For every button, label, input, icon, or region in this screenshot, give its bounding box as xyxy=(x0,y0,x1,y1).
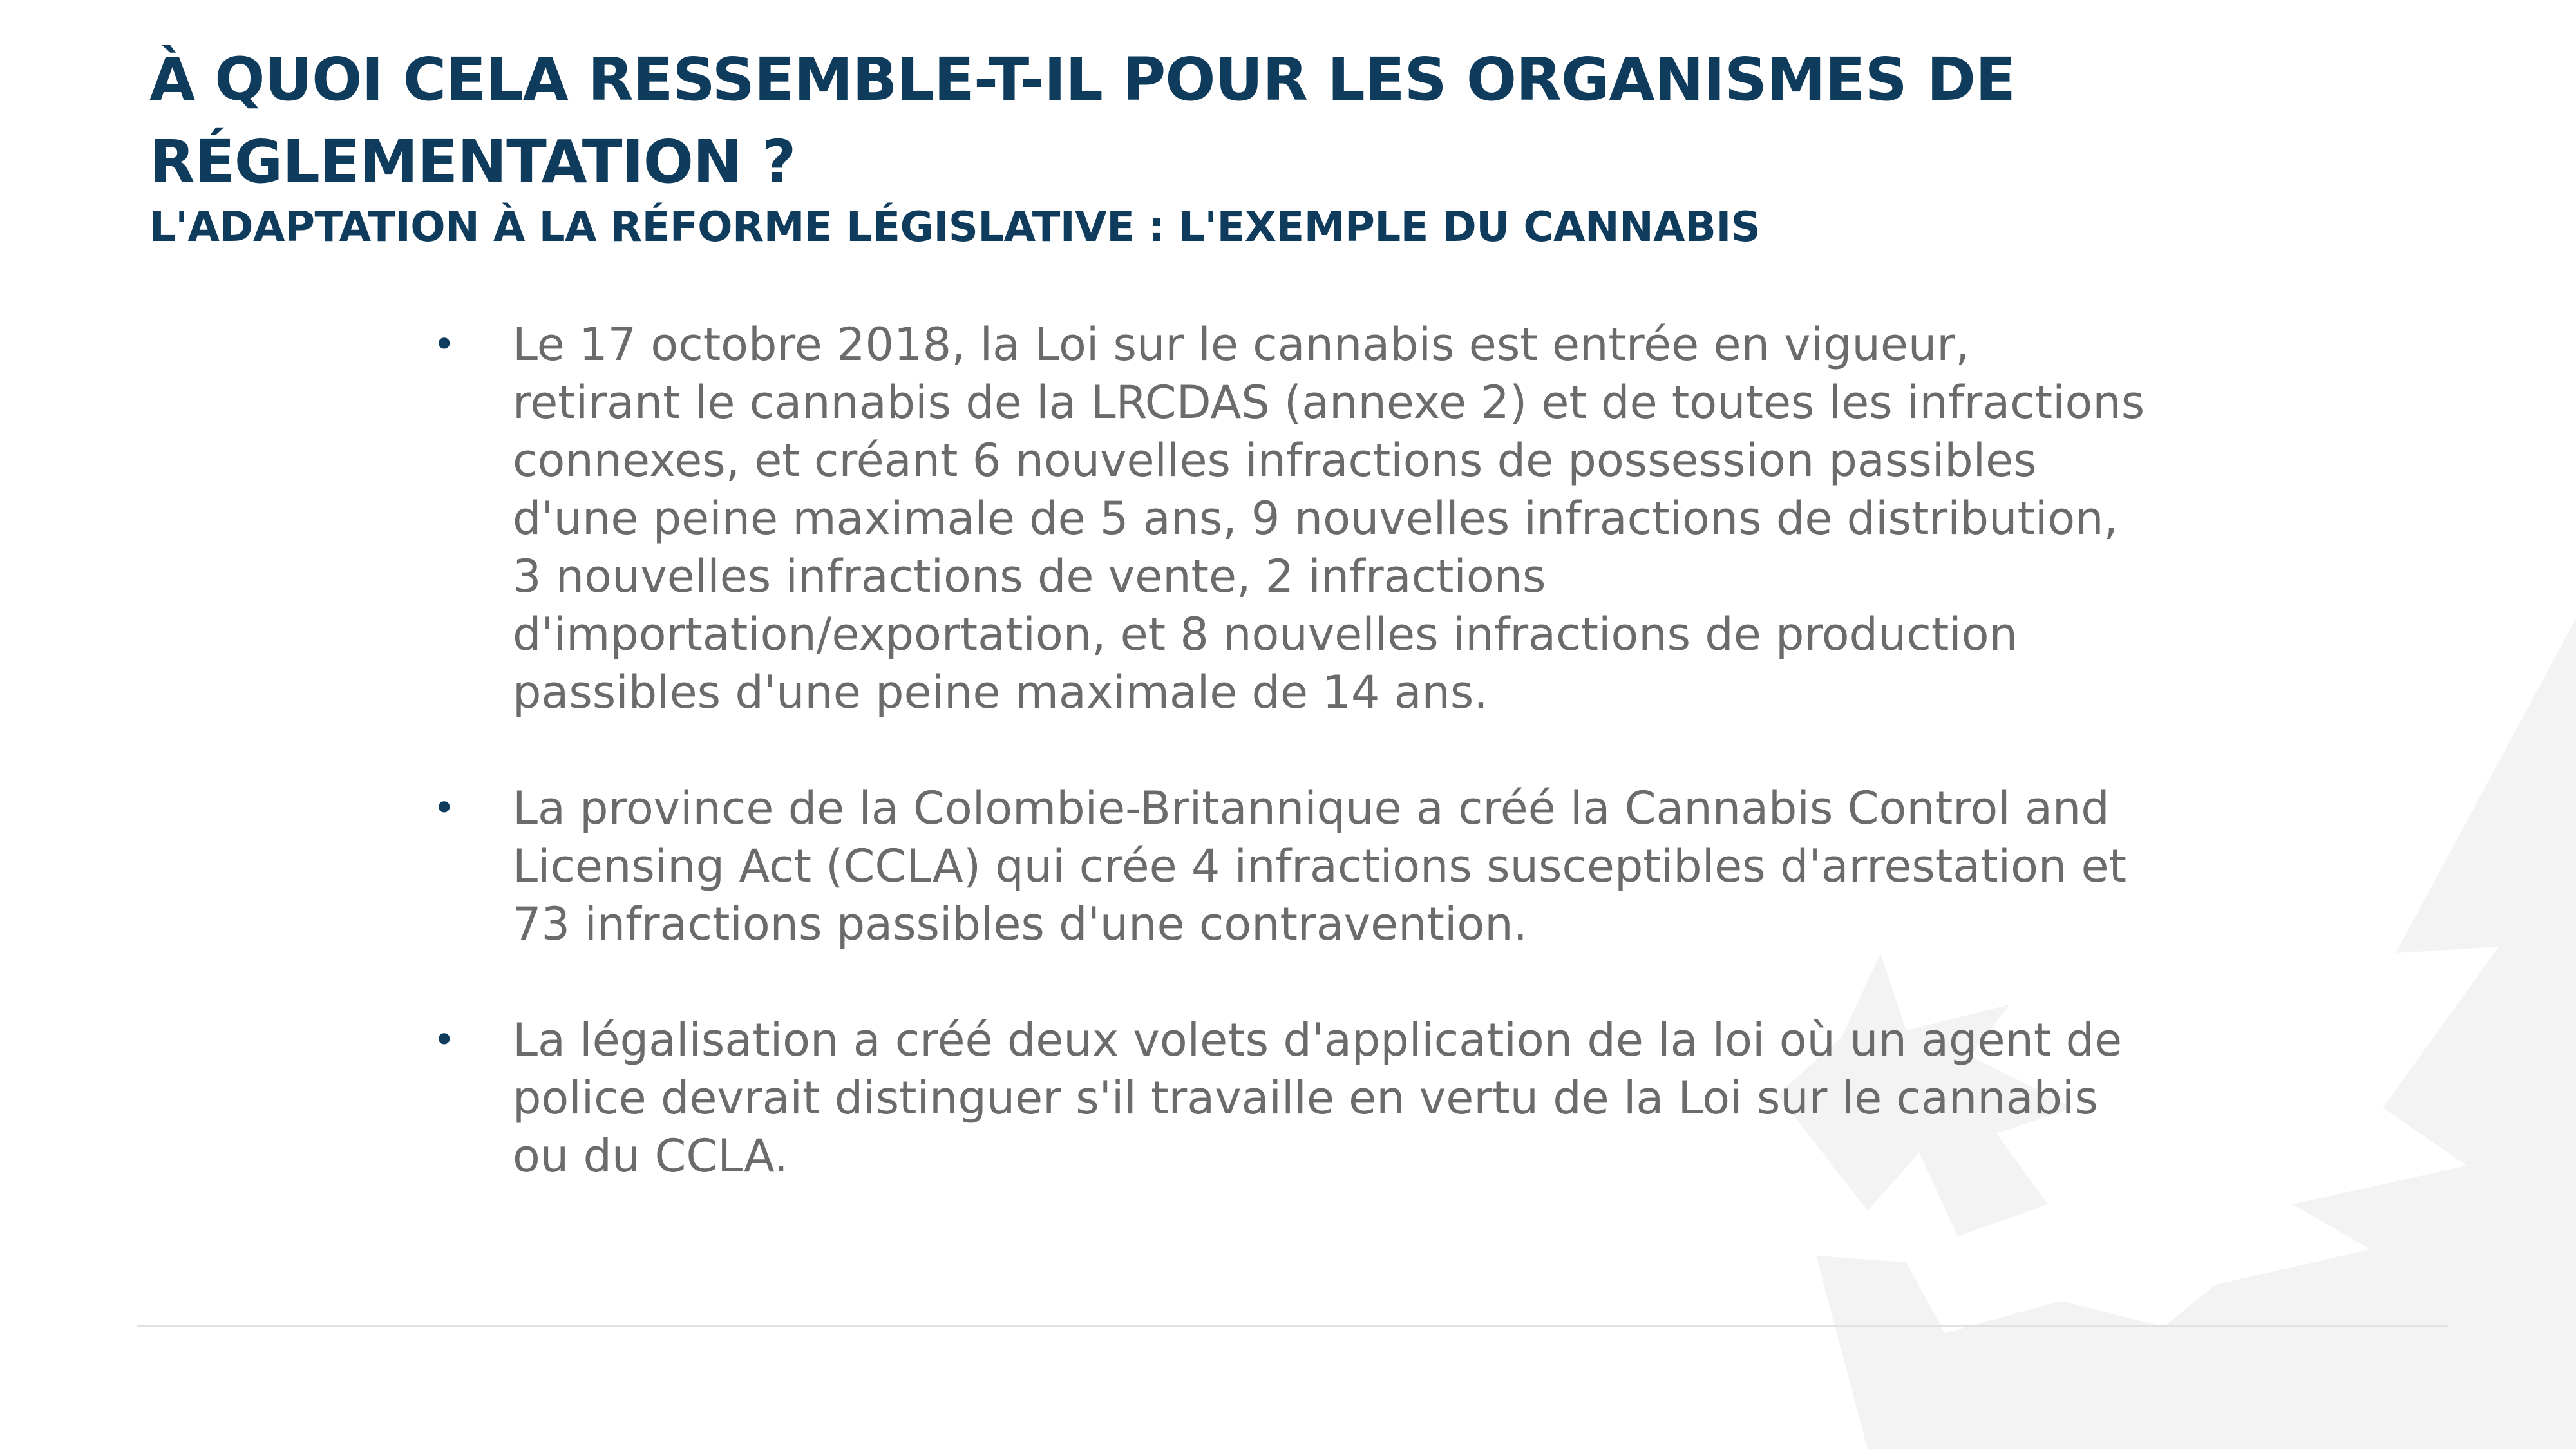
bullet-marker: • xyxy=(433,322,456,367)
bullet-list xyxy=(433,316,2146,1243)
footer-divider xyxy=(137,1325,2448,1327)
bullet-item-2 xyxy=(433,779,2146,953)
slide-subtitle: L'ADAPTATION À LA RÉFORME LÉGISLATIVE : L'EXEMPLE DU CANNABIS xyxy=(149,204,1761,251)
bullet-text-2: La province de la Colombie-Britannique a créé la Cannabis Control and Licensing Act (CCLA) qui crée 4 infractions susceptibles d'arrestation et 73 infractions passibles d'une contravention. xyxy=(513,782,2127,951)
slide-title: À QUOI CELA RESSEMBLE-T-IL POUR LES ORGANISMES DE RÉGLEMENTATION ? xyxy=(149,45,2015,196)
bullet-text-1: Le 17 octobre 2018, la Loi sur le cannabis est entrée en vigueur, retirant le cannabis de la LRCDAS (annexe 2) et de toutes les infractions connexes, et créant 6 nouvelles infractions de possession passibles d'une peine maximale de 5 ans, 9 nouvelles infractions de distribution, 3 nouvelles infractions de vente, 2 infractions d'importation/exportation, et 8 nouvelles infractions de production passibles d'une peine maximale de 14 ans. xyxy=(513,318,2145,719)
bullet-item-1 xyxy=(433,316,2146,721)
bullet-item-3 xyxy=(433,1011,2146,1185)
bullet-text-3: La légalisation a créé deux volets d'application de la loi où un agent de police devrait distinguer s'il travaille en vertu de la Loi sur le cannabis ou du CCLA. xyxy=(513,1014,2123,1182)
bullet-marker: • xyxy=(433,786,456,831)
bullet-marker: • xyxy=(433,1018,456,1063)
